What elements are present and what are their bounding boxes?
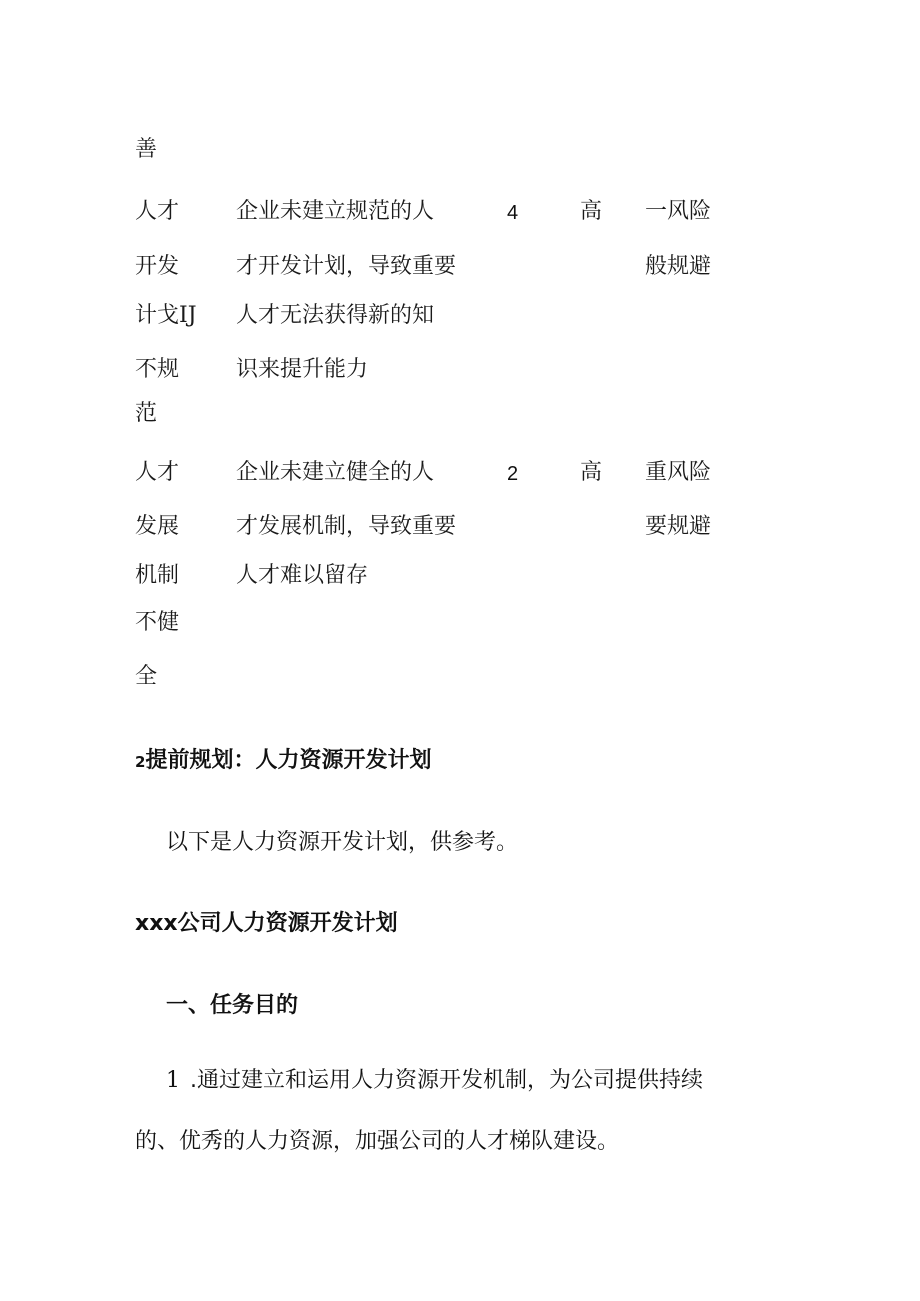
risk-description-line: 才发展机制，导致重要 [236, 514, 457, 539]
document-title: xxx公司人力资源开发计划 [135, 911, 398, 936]
risk-score: 2 [507, 463, 519, 485]
risk-strategy-line: 般规避 [645, 254, 712, 279]
risk-description-line: 识来提升能力 [236, 357, 369, 382]
risk-strategy-line: 要规避 [645, 514, 712, 539]
risk-name-line: 开发 [135, 254, 180, 279]
risk-description-line: 才开发计划，导致重要 [236, 254, 457, 279]
list-item-text: .通过建立和运用人力资源开发机制，为公司提供持续 [190, 1068, 703, 1093]
risk-name-line: 发展 [135, 514, 180, 539]
risk-description-line: 人才难以留存 [236, 563, 369, 588]
section-heading-text: 提前规划：人力资源开发计划 [145, 748, 432, 773]
risk-level: 高 [580, 199, 603, 224]
section-heading [135, 750, 431, 772]
intro-paragraph: 以下是人力资源开发计划，供参考。 [166, 830, 519, 855]
risk-score: 4 [507, 202, 519, 224]
risk-name-line: 计戈IJ [135, 303, 197, 328]
risk-strategy-line: 一风险 [645, 199, 712, 224]
risk-description-line: 人才无法获得新的知 [236, 303, 435, 328]
risk-name-line: 人才 [135, 199, 180, 224]
risk-description-line: 企业未建立规范的人 [236, 199, 435, 224]
list-item-number: 1 [166, 1068, 180, 1093]
risk-name-line: 不规 [135, 357, 180, 382]
risk-name-line: 机制 [135, 563, 180, 588]
risk-name-line: 范 [135, 401, 158, 426]
risk-name-line: 不健 [135, 610, 180, 635]
section-number: 2 [135, 753, 146, 771]
risk-name-line: 人才 [135, 460, 180, 485]
risk-strategy-line: 重风险 [645, 460, 712, 485]
part-heading: 一、任务目的 [166, 993, 299, 1018]
list-item-continuation: 的、优秀的人力资源，加强公司的人才梯队建设。 [135, 1129, 620, 1154]
risk-level: 高 [580, 460, 603, 485]
table-continuation-cell: 善 [135, 137, 158, 162]
list-item [166, 1070, 703, 1092]
risk-name-line: 全 [135, 664, 158, 689]
risk-description-line: 企业未建立健全的人 [236, 460, 435, 485]
